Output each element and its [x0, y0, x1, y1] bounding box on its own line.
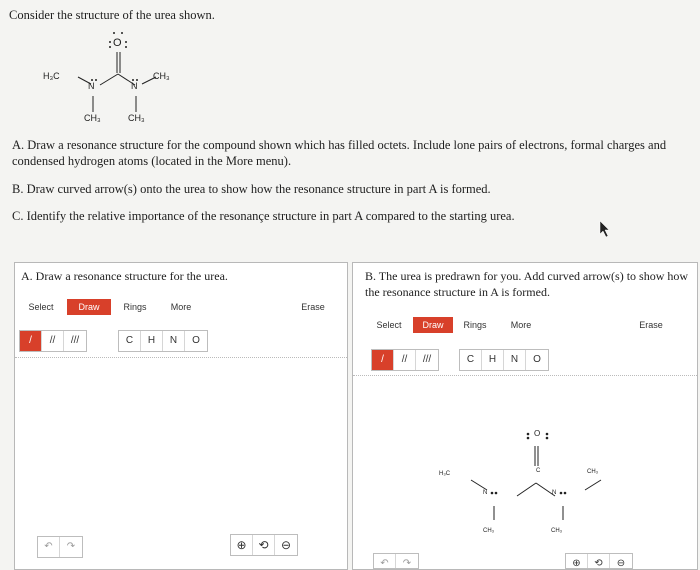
cursor-icon — [598, 220, 612, 238]
double-bond-tool[interactable]: // — [42, 331, 64, 351]
undo-icon[interactable]: ↶ — [374, 554, 396, 569]
undo-icon[interactable]: ↶ — [38, 537, 60, 557]
oxygen-tool[interactable]: O — [533, 354, 541, 365]
panel-b — [352, 262, 698, 570]
predrawn-methyl-right: CH₃ — [587, 469, 599, 475]
question-part-b: B. Draw curved arrow(s) onto the urea to show how the resonance structure in part A is formed. — [12, 182, 491, 196]
reset-icon[interactable]: ⟲ — [253, 535, 275, 555]
zoom-group — [565, 553, 633, 569]
carbon-tool[interactable]: C — [119, 331, 141, 351]
carbon-tool[interactable]: C — [460, 350, 482, 370]
zoom-out-icon[interactable]: ⊖ — [616, 558, 626, 569]
atom-tools — [459, 349, 549, 371]
more-button[interactable]: More — [170, 302, 192, 312]
predrawn-urea — [443, 428, 643, 538]
bond-tools — [19, 330, 87, 352]
question-part-c: C. Identify the relative importance of the resonançe structure in part A compared to the starting urea. — [12, 209, 515, 223]
undo-redo-group — [37, 536, 83, 558]
double-bond-tool[interactable]: // — [394, 350, 416, 370]
zoom-in-icon[interactable]: ⊕ — [231, 535, 253, 555]
single-bond-tool[interactable]: / — [20, 331, 42, 351]
panel-a — [14, 262, 348, 570]
predrawn-methyl-bottom-right: CH₃ — [551, 528, 563, 534]
panel-a-toolbar — [15, 299, 347, 315]
nitrogen-left-label: N — [88, 81, 95, 91]
predrawn-methyl-bottom-left: CH₃ — [483, 528, 495, 534]
question-title: Consider the structure of the urea shown. — [9, 8, 215, 22]
bond-tools — [371, 349, 439, 371]
nitrogen-tool[interactable]: N — [163, 331, 185, 351]
nitrogen-tool[interactable]: N — [504, 350, 526, 370]
zoom-group — [230, 534, 298, 556]
methyl-bottom-right-label: CH₃ — [128, 113, 145, 123]
panel-a-divider — [15, 357, 347, 358]
select-button[interactable]: Select — [376, 320, 402, 330]
predrawn-oxygen: O — [534, 429, 541, 438]
methyl-bottom-left-label: CH₃ — [84, 113, 101, 123]
atom-tools — [118, 330, 208, 352]
single-bond-tool[interactable]: / — [372, 350, 394, 370]
more-button[interactable]: More — [510, 320, 532, 330]
hydrogen-tool[interactable]: H — [482, 350, 504, 370]
draw-button[interactable]: Draw — [67, 299, 111, 315]
draw-button[interactable]: Draw — [413, 317, 453, 333]
hydrogen-tool[interactable]: H — [141, 331, 163, 351]
predrawn-nitrogen-left: N — [483, 490, 488, 496]
panel-b-title: B. The urea is predrawn for you. Add curved arrow(s) to show how the resonance structure in A is formed. — [365, 269, 689, 299]
undo-redo-group — [373, 553, 419, 569]
nitrogen-right-label: N — [131, 81, 138, 91]
panel-b-divider — [353, 375, 697, 376]
predrawn-methyl-left: H₃C — [439, 471, 451, 477]
triple-bond-tool[interactable]: /// — [70, 335, 80, 346]
zoom-in-icon[interactable]: ⊕ — [566, 554, 588, 569]
oxygen-tool[interactable]: O — [192, 335, 200, 346]
reset-icon[interactable]: ⟲ — [588, 554, 610, 569]
redo-icon[interactable]: ↷ — [66, 541, 76, 552]
erase-button[interactable]: Erase — [301, 302, 325, 312]
triple-bond-tool[interactable]: /// — [422, 354, 432, 365]
panel-a-title: A. Draw a resonance structure for the urea. — [21, 269, 228, 283]
oxygen-label: O — [113, 37, 122, 49]
redo-icon[interactable]: ↷ — [402, 558, 412, 569]
methyl-right-label: CH₃ — [153, 71, 170, 81]
rings-button[interactable]: Rings — [463, 320, 487, 330]
select-button[interactable]: Select — [28, 302, 54, 312]
rings-button[interactable]: Rings — [123, 302, 147, 312]
panel-b-toolbar — [353, 317, 697, 333]
question-part-a: A. Draw a resonance structure for the compound shown which has filled octets. Include lone pairs of electrons, formal charges and condensed hydrogen atoms (located in the More menu). — [12, 138, 667, 168]
predrawn-nitrogen-right: N — [552, 490, 557, 496]
zoom-out-icon[interactable]: ⊖ — [280, 538, 292, 552]
methyl-left-label: H₃C — [43, 71, 60, 81]
predrawn-carbon: C — [536, 468, 541, 474]
erase-button[interactable]: Erase — [639, 320, 663, 330]
